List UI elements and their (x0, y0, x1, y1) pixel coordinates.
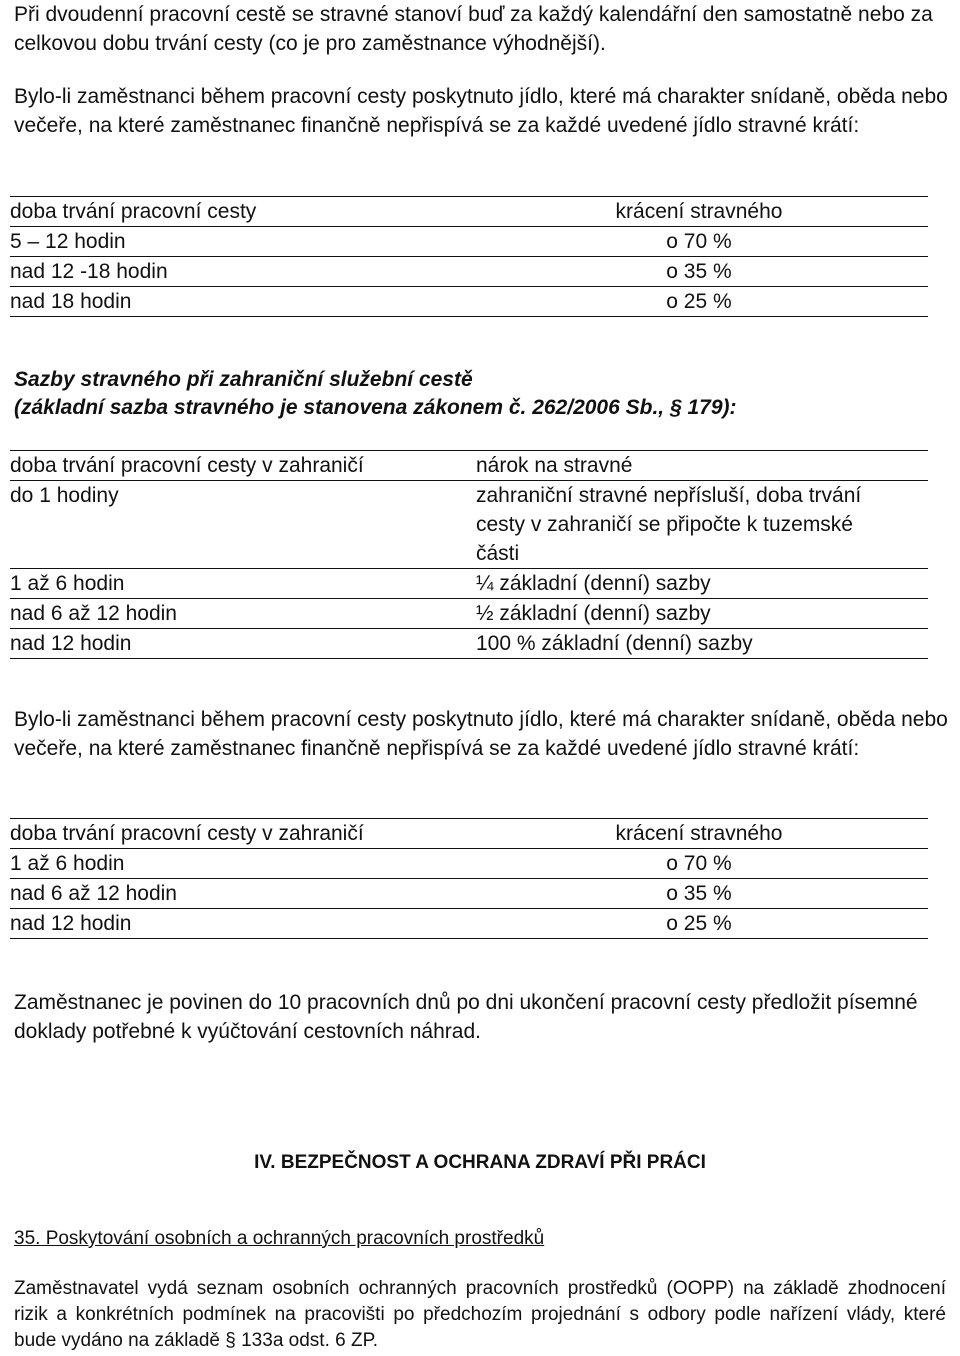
foreign-reduction-table (10, 818, 928, 939)
paragraph-meal-reduction: Bylo-li zaměstnanci během pracovní cesty poskytnuto jídlo, které má charakter snídaně, oběda nebo večeře, na které zaměstnanec finančně nepřispívá se za každé uvedené jídlo stravné krátí: (14, 85, 948, 137)
paragraph-documents-deadline: Zaměstnanec je povinen do 10 pracovních dnů po dni ukončení pracovní cesty předložit písemné doklady potřebné k vyúčtování cestovních náhrad. (14, 991, 918, 1043)
table-header-cell: doba trvání pracovní cesty (10, 197, 470, 227)
table-cell: 5 – 12 hodin (10, 227, 470, 257)
paragraph-oopp: Zaměstnavatel vydá seznam osobních ochranných pracovních prostředků (OOPP) na základě zhodnocení rizik a konkrétních podmínek na pracovišti po předchozím projednání s odbory podle nařízení vlády, které bude vydáno na základě § 133a odst. 6 ZP. (14, 1278, 946, 1351)
table-row (10, 481, 928, 569)
foreign-allowance-table (10, 450, 928, 659)
table-row (10, 287, 928, 317)
table-row (10, 599, 928, 629)
table-row (10, 849, 928, 879)
table-cell: nad 18 hodin (10, 287, 470, 317)
foreign-rates-title: Sazby stravného při zahraniční služební cestě (14, 368, 473, 391)
table-cell: nad 12 -18 hodin (10, 257, 470, 287)
table-row (10, 227, 928, 257)
table-cell: ½ základní (denní) sazby (466, 599, 928, 629)
domestic-reduction-table (10, 196, 928, 317)
table-header-cell: krácení stravného (470, 819, 928, 849)
table-cell: do 1 hodiny (10, 481, 466, 569)
table-row (10, 909, 928, 939)
table-cell: ¼ základní (denní) sazby (466, 569, 928, 599)
table-row (10, 879, 928, 909)
table-cell: nad 6 až 12 hodin (10, 599, 466, 629)
section-heading: IV. BEZPEČNOST A OCHRANA ZDRAVÍ PŘI PRÁCI (254, 1152, 706, 1173)
table-header-row (10, 197, 928, 227)
paragraph-two-day-trip: Při dvoudenní pracovní cestě se stravné stanoví buď za každý kalendářní den samostatně nebo za celkovou dobu trvání cesty (co je pro zaměstnance výhodnější). (14, 3, 933, 55)
table-cell: 1 až 6 hodin (10, 569, 466, 599)
table-cell: o 25 % (470, 909, 928, 939)
subsection-heading: 35. Poskytování osobních a ochranných pracovních prostředků (14, 1228, 545, 1249)
table-header-cell: krácení stravného (470, 197, 928, 227)
table-cell: 1 až 6 hodin (10, 849, 470, 879)
table-cell: nad 12 hodin (10, 909, 470, 939)
table-header-row (10, 819, 928, 849)
table-header-cell: nárok na stravné (466, 451, 928, 481)
table-cell: o 70 % (470, 849, 928, 879)
table-cell: o 35 % (470, 879, 928, 909)
table-cell: nad 12 hodin (10, 629, 466, 659)
paragraph-foreign-meal-reduction: Bylo-li zaměstnanci během pracovní cesty poskytnuto jídlo, které má charakter snídaně, oběda nebo večeře, na které zaměstnanec finančně nepřispívá se za každé uvedené jídlo stravné krátí: (14, 708, 948, 760)
table-row (10, 629, 928, 659)
foreign-rates-subtitle: (základní sazba stravného je stanovena zákonem č. 262/2006 Sb., § 179): (14, 396, 737, 419)
table-header-cell: doba trvání pracovní cesty v zahraničí (10, 451, 466, 481)
table-cell: zahraniční stravné nepřísluší, doba trvání cesty v zahraničí se připočte k tuzemské části (466, 481, 928, 569)
table-row (10, 257, 928, 287)
table-header-cell: doba trvání pracovní cesty v zahraničí (10, 819, 470, 849)
table-cell: o 70 % (470, 227, 928, 257)
table-cell: o 35 % (470, 257, 928, 287)
table-header-row (10, 451, 928, 481)
table-row (10, 569, 928, 599)
table-cell: 100 % základní (denní) sazby (466, 629, 928, 659)
table-cell: nad 6 až 12 hodin (10, 879, 470, 909)
table-cell: o 25 % (470, 287, 928, 317)
